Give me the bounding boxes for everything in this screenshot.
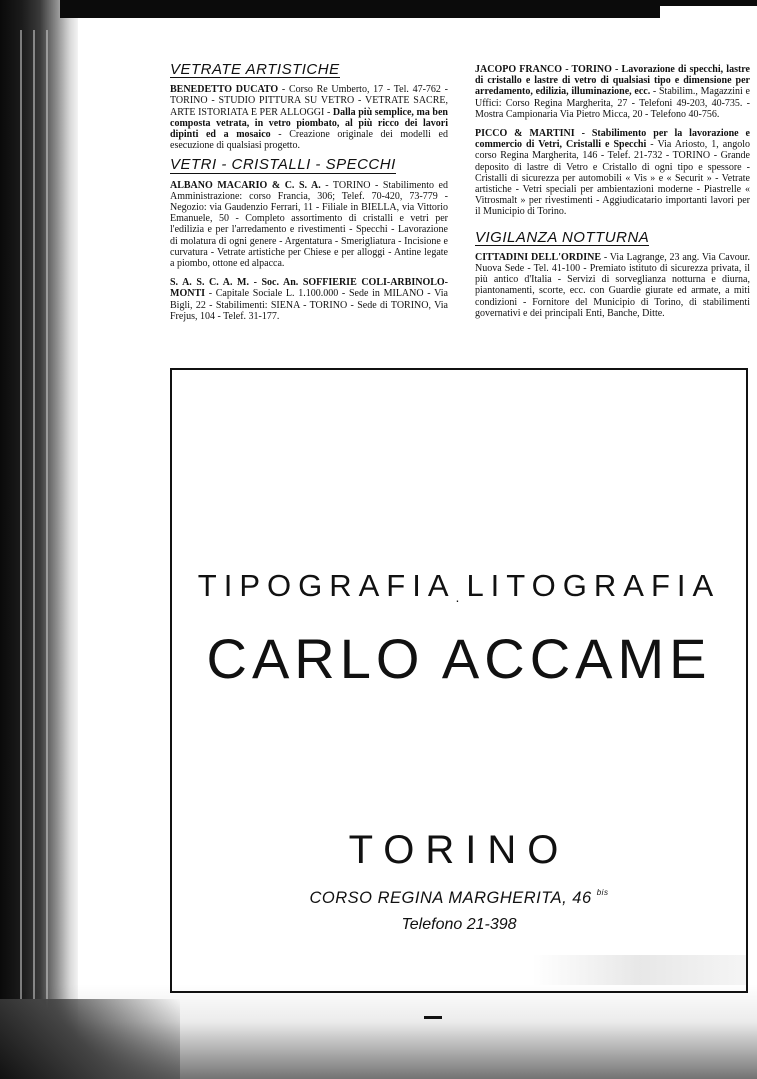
listing-name: S. A. S. C. A. M. - Soc. An. SOFFIERIE COLI-ARBINOLO-MONTI bbox=[170, 277, 448, 300]
section-title-vetrate-artistiche: VETRATE ARTISTICHE bbox=[170, 61, 340, 78]
listing-text: - Capitale Sociale L. 1.100.000 - Sede in MILANO - Via Bigli, 22 - Stabilimenti: SIENA - TORINO - Sede di TORINO, Via Frejus, 104 - Telef. 31-177. bbox=[170, 288, 448, 322]
ad-headline bbox=[172, 568, 746, 605]
spine-streak bbox=[33, 30, 35, 1079]
listing-sascam bbox=[170, 277, 448, 322]
spine-streak bbox=[46, 30, 48, 1079]
ad-separator-dot: . bbox=[455, 589, 467, 605]
ad-address-text: CORSO REGINA MARGHERITA, 46 bbox=[309, 889, 592, 907]
ad-tipografia: TIPOGRAFIA bbox=[197, 568, 456, 603]
listing-text: - TORINO - Stabilimento ed Amministrazione: corso Francia, 306; Telef. 70-420, 73-779 - Negozio: via Gaudenzio Ferrari, 11 - Filiale in BIELLA, via Vittorio Emanuele, 50 - Completo assortimento di cristalli e vetri per l'edilizia e per l'arredamento e rivestimenti - Specchi - Lavorazione di molatura di ogni genere - Argentatura - Smerigliatura - Incisione e curvatura - Vetrate artistiche per Chiese e per alloggi - Antine legate a piombo, ottone ed alpacca. bbox=[170, 179, 448, 270]
listing-text: - Stabilim., Magazzini e Uffici: Corso Regina Margherita, 27 - Telefoni 49-203, 40-735. - Mostra Campionaria Via Pietro Micca, 20 - Telefono 40-756. bbox=[475, 86, 750, 120]
listing-bold-text: Dalla più semplice, ma ben composta vetrata, in vetro piombato, al più ricco dei lavori dipinti ed a mosaico bbox=[170, 106, 448, 141]
listing-name: PICCO & MARTINI - Stabilimento per la lavorazione e commercio di Vetri, Cristalli e Specchi bbox=[475, 128, 750, 151]
book-spine-shadow bbox=[0, 0, 78, 1079]
ad-address bbox=[172, 888, 746, 908]
listing-text: - Via Ariosto, 1, angolo corso Regina Margherita, 146 - Telef. 21-732 - TORINO - Grande deposito di lastre di Vetro e Cristallo di ogni tipo e spessore - Cristalli di sicurezza per automobili « Vis » e « Securit » - Vetrate artistiche - Vetri speciali per ambientazioni moderne - Piastrelle « Vitrosmalt » per rivestimenti - Aggiudicatario importanti lavori per il Municipio di Torino. bbox=[475, 139, 751, 218]
advertisement-box bbox=[170, 368, 748, 993]
listing-name: ALBANO MACARIO & C. S. A. bbox=[170, 179, 321, 191]
listing-cittadini-ordine bbox=[475, 252, 750, 319]
ad-city: TORINO bbox=[348, 828, 570, 872]
bleed-through-shadow bbox=[532, 955, 748, 985]
ad-phone: Telefono 21-398 bbox=[401, 916, 517, 933]
listing-text: - Via Lagrange, 23 ang. Via Cavour. Nuova Sede - Tel. 41-100 - Premiato istituto di sicurezza privata, il più antico d'Italia - Servizi di sorveglianza notturna e diurna, piantonamenti, scorte, ecc. con Guardie giurate ed armate, a miti condizioni - Fornitore del Municipio di Torino, di stabilimenti governativi e dei principali Enti, Banche, Ditte. bbox=[475, 251, 750, 319]
page-mark bbox=[424, 1016, 442, 1019]
listing-albano-macario bbox=[170, 180, 448, 270]
ad-company-name: CARLO ACCAME bbox=[206, 627, 712, 690]
top-edge-shadow-right bbox=[660, 0, 757, 6]
listing-picco-martini bbox=[475, 128, 750, 218]
ad-litografia: LITOGRAFIA bbox=[466, 568, 721, 603]
listing-benedetto-ducato bbox=[170, 84, 448, 151]
bottom-corner-shadow bbox=[0, 999, 180, 1079]
listing-name: BENEDETTO DUCATO bbox=[170, 84, 279, 96]
right-column bbox=[475, 64, 750, 327]
spine-streak bbox=[20, 30, 22, 1079]
top-edge-shadow bbox=[60, 0, 660, 18]
listing-text: - Creazione originale dei modelli ed esecuzione di qualsiasi progetto. bbox=[170, 129, 448, 152]
listing-name: JACOPO FRANCO - TORINO bbox=[475, 64, 612, 75]
listing-bold-text: - Lavorazione di specchi, lastre di cristallo e lastre di vetro di qualsiasi tipo e dimensione per arredamento, edilizia, illuminazione, ecc. bbox=[475, 64, 750, 98]
listing-text: - Corso Re Umberto, 17 - Tel. 47-762 - TORINO - STUDIO PITTURA SU VETRO - VETRATE SACRE, ARTE ISTORIATA E PER ALLOGGI - bbox=[170, 84, 448, 118]
left-column bbox=[170, 61, 448, 330]
listing-jacopo-franco bbox=[475, 64, 750, 120]
listing-name: CITTADINI DELL'ORDINE bbox=[475, 251, 601, 263]
ad-address-sup: bis bbox=[596, 888, 609, 897]
section-title-vetri-cristalli-specchi: VETRI - CRISTALLI - SPECCHI bbox=[170, 156, 396, 174]
section-title-vigilanza-notturna: VIGILANZA NOTTURNA bbox=[475, 228, 650, 246]
